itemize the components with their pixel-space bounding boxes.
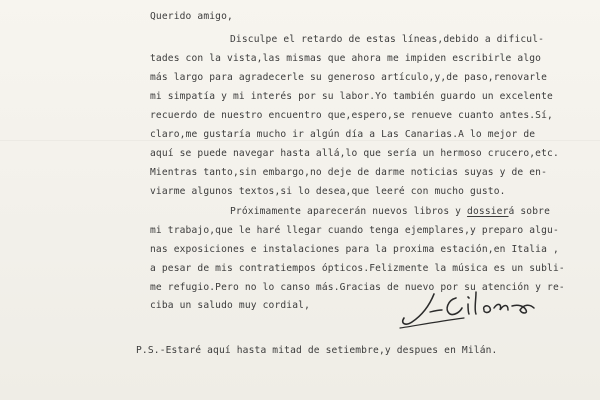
paragraph-1-line-8: Mientras tanto,sin embargo,no deje de darme noticias suyas y de en- <box>150 167 548 178</box>
paragraph-1-line-2: tades con la vista,las mismas que ahora me impiden escribirle algo <box>150 53 542 64</box>
paragraph-1-line-4: mi simpatía y mi interés por su labor.Yo también guardo un excelente <box>150 91 553 102</box>
paragraph-2-line-1-end: á sobre <box>508 206 551 217</box>
paragraph-1-line-5: recuerdo de nuestro encuentro que,espero,se renueve cuanto antes.Sí, <box>150 110 553 121</box>
paragraph-2-line-2: mi trabajo,que le haré llegar cuando tenga ejemplares,y preparo algu- <box>150 225 559 236</box>
paragraph-2-line-5: me refugio.Pero no lo canso más.Gracias de nuevo por su atención y re- <box>150 282 565 293</box>
paragraph-2-line-6: ciba un saludo muy cordial, <box>150 300 310 311</box>
paragraph-1-line-3: más largo para agradecerle su generoso artículo,y,de paso,renovarle <box>150 72 548 83</box>
paragraph-2-line-1 <box>230 206 550 217</box>
paragraph-1-line-1: Disculpe el retardo de estas líneas,debido a dificul- <box>230 34 545 45</box>
paper-fold <box>0 140 600 141</box>
paragraph-1-line-6: claro,me gustaría mucho ir algún día a Las Canarias.A lo mejor de <box>150 129 536 140</box>
handwritten-signature <box>394 284 564 334</box>
paragraph-1-line-7: aquí se puede navegar hasta allá,lo que sería un hermoso crucero,etc. <box>150 148 559 159</box>
paragraph-2-line-3: nas exposiciones e instalaciones para la proxima estación,en Italia , <box>150 244 559 255</box>
paragraph-2-line-4: a pesar de mis contratiempos ópticos.Felizmente la música es un subli- <box>150 263 565 274</box>
paragraph-2-line-1-start: Próximamente aparecerán nuevos libros y <box>230 206 468 217</box>
dossier-word: dossier <box>467 206 509 217</box>
postscript-line: P.S.-Estaré aquí hasta mitad de setiembre,y despues en Milán. <box>136 345 498 356</box>
paragraph-1-line-9: viarme algunos textos,si lo desea,que leeré con mucho gusto. <box>150 186 506 197</box>
letter-greeting: Querido amigo, <box>150 11 233 22</box>
